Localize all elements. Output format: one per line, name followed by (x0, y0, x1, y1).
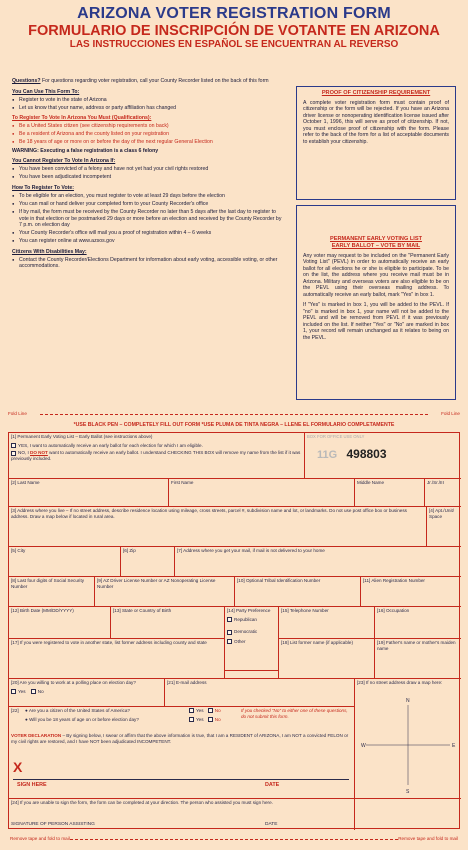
list-item: ● To be eligible for an election, you must register to vote at least 29 days before the election (12, 193, 284, 200)
assistant-signature-field[interactable]: [24] If you are unable to sign the form, the form can be completed at your direction. The person who assisted you must sign here. SIGNATURE OF PERSON ASSISTING DATE (9, 799, 355, 830)
former-address-field[interactable]: [17] If you were registered to vote in another state, list former address including county and state (9, 639, 225, 679)
compass-north: N (406, 698, 410, 704)
age-no-checkbox[interactable] (208, 717, 213, 722)
poll-worker-no-checkbox[interactable] (31, 689, 36, 694)
apt-unit-field[interactable]: [4] Apt./Unit/ Space (427, 507, 461, 547)
mailing-address-field[interactable]: [7] Address where you get your mail, if mail is not delivered to your home (175, 547, 461, 577)
pevl-yes-checkbox[interactable] (11, 443, 16, 448)
registration-form (8, 432, 460, 829)
fold-label-right: Fold Line (441, 411, 460, 416)
instructions-column (12, 78, 284, 271)
list-item: ● You have been convicted of a felony and have not yet had your civil rights restored (12, 166, 284, 173)
qualifications-heading: To Register To Vote In Arizona You Must (Qualifications): (12, 115, 152, 122)
zip-field[interactable]: [6] Zip (121, 547, 175, 577)
warning-text: WARNING: Executing a false registration is a class 6 felony (12, 147, 159, 154)
bottom-fold-left: Remove tape and fold to mail (10, 836, 70, 841)
disabilities-heading: Citizens With Disabilities May: (12, 248, 87, 255)
party-other-checkbox[interactable] (227, 639, 232, 644)
alien-registration-field[interactable]: [11] Alien Registration Number (361, 577, 461, 607)
cannot-heading: You Cannot Register To Vote In Arizona If: (12, 158, 116, 165)
citizenship-text: A complete voter registration form must contain proof of citizenship or the form will be rejected. If you have an Arizona driver license or nonoperating identification license issued after October 1, 1996, this will serve as proof of citizenship. If not, you must enclose proof of citizenship with the form. Please refer to the back of the form for a list of acceptable documents to establish your citizenship. (303, 99, 449, 145)
parent-name-field[interactable]: [19] Father's name or mother's maiden name (375, 639, 461, 679)
how-heading: How To Register To Vote: (12, 184, 74, 191)
signature-line[interactable] (13, 779, 349, 780)
fold-divider (40, 414, 428, 415)
party-spacer (225, 671, 279, 679)
citizenship-box (296, 86, 456, 200)
driver-license-field[interactable]: [9] AZ Driver License Number or AZ Nonoperating License Number (95, 577, 235, 607)
bullet-icon: ● (25, 708, 29, 713)
last-name-field[interactable]: [2] Last Name (9, 479, 169, 507)
form-title-spanish: FORMULARIO DE INSCRIPCIÓN DE VOTANTE EN ARIZONA (28, 23, 440, 39)
citizenship-declaration: [22] ● Are you a citizen of the United States of America? ● Will you be 18 years of age on or before election day? Yes No Yes No If you checked "No" to either one of these questions, do not submit this form. VOTER DECLARATION – By signing below, I swear or affirm that the above information is true, that I am a RESIDENT of ARIZONA, I am NOT a convicted FELON or my civil rights are restored, and I have NOT been adjudicated INCOMPETENT. X SIGN HERE DATE (9, 707, 355, 799)
party-preference-field: [14] Party Preference Republican Democratic Other (225, 607, 279, 671)
pevl-text-2: If "Yes" is marked in box 1, you will be added to the PEVL. If "no" is marked in box 1, your name will not be added to the PEVL and will be removed from PEVL if it was previously included on the list. If neither "Yes" or "No" are marked in box 1, your record will remain unchanged as it relates to being on the PEVL. (303, 302, 449, 341)
form-title: ARIZONA VOTER REGISTRATION FORM (77, 5, 391, 22)
former-name-field[interactable]: [18] List former name (if applicable) (279, 639, 375, 679)
signature-mark: X (13, 759, 23, 775)
list-item: ● Be a resident of Arizona and the county listed on your registration (12, 131, 284, 138)
poll-worker-yes-checkbox[interactable] (11, 689, 16, 694)
pevl-subtitle: EARLY BALLOT – VOTE BY MAIL (331, 242, 421, 249)
citizen-yes-checkbox[interactable] (189, 708, 194, 713)
pevl-text: Any voter may request to be included on the "Permanent Early Voting List" (PEVL) in order to automatically receive an early ballot for all elections he or she is eligible to participate. To be on the list, the address where you receive mail must be in Arizona. Military and overseas voters are also eligible to be on the PEVL using their overseas mailing address. To automatically receive an early ballot, mark "Yes" in box 1. (303, 252, 449, 298)
citizen-no-checkbox[interactable] (208, 708, 213, 713)
bottom-fold-right: Remove tape and fold to mail (398, 836, 458, 841)
ssn-field[interactable]: [8] Last four digits of Social Security Number (9, 577, 95, 607)
bullet-icon: ● (25, 717, 30, 722)
citizenship-title: PROOF OF CITIZENSHIP REQUIREMENT (321, 90, 431, 96)
compass-rose (358, 691, 458, 795)
party-republican-checkbox[interactable] (227, 617, 232, 622)
tribal-id-field[interactable]: [10] Optional Tribal Identification Number (235, 577, 361, 607)
fold-label-left: Fold Line (8, 411, 27, 416)
occupation-field[interactable]: [16] Occupation (375, 607, 461, 639)
pen-instructions: *USE BLACK PEN – COMPLETELY FILL OUT FORM *USE PLUMA DE TINTA NEGRA – LLENE EL FORMULARIO COMPLETAMENTE (73, 422, 395, 428)
pevl-box (296, 205, 456, 400)
compass-south: S (406, 789, 410, 795)
spanish-instructions-note: LAS INSTRUCCIONES EN ESPAÑOL SE ENCUENTRAN AL REVERSO (69, 39, 399, 50)
office-code: 11G (317, 449, 338, 462)
sign-here-label: SIGN HERE (17, 782, 47, 788)
bottom-divider (70, 839, 398, 840)
pevl-title: PERMANENT EARLY VOTING LIST (330, 236, 422, 242)
birth-date-field[interactable]: [12] Birth Date (MM/DD/YYYY) (9, 607, 111, 639)
list-item: ● Let us know that your name, address or party affiliation has changed (12, 105, 284, 112)
list-item: ● You can mail or hand deliver your completed form to your County Recorder's office (12, 201, 284, 208)
first-name-field[interactable]: First Name (169, 479, 355, 507)
citizenship-warning: If you checked "No" to either one of these questions, do not submit this form. (241, 708, 348, 719)
questions-paragraph: Questions? For questions regarding voter registration, call your County Recorder listed on the back of this form (12, 78, 269, 84)
map-field-bottom (355, 799, 461, 830)
compass-west: W (361, 743, 366, 749)
list-item: ● Your County Recorder's office will mail you a proof of registration within 4 – 6 weeks (12, 230, 284, 237)
use-heading: You Can Use This Form To: (12, 88, 80, 95)
party-democratic-checkbox[interactable] (227, 630, 232, 635)
list-item: ● Register to vote in the state of Arizona (12, 97, 284, 104)
pevl-no-checkbox[interactable] (11, 451, 16, 456)
city-field[interactable]: [5] City (9, 547, 121, 577)
middle-name-field[interactable]: Middle Name (355, 479, 425, 507)
email-field[interactable]: [21] E-mail address (165, 679, 355, 707)
pevl-field: [1] Permanent Early Voting List – Early Ballot (see instructions above) YES, I want to automatically receive an early ballot for each election for which I am eligible. NO, I DO NOT want to automatically receive an early ballot. I understand CHECKING THIS BOX will remove my name from the list if it was previously included. (9, 433, 305, 479)
list-item: ● Be a United States citizen (see citizenship requirements on back) (12, 123, 284, 130)
suffix-field[interactable]: Jr./Sr./III (425, 479, 461, 507)
poll-worker-field: [20] Are you willing to work at a polling place on election day? Yes No (9, 679, 165, 707)
map-field[interactable]: [23] If no street address draw a map here: N S E W (355, 679, 461, 799)
office-use-box: BOX FOR OFFICE USE ONLY 11G 498803 (305, 433, 461, 479)
residence-address-field[interactable]: [3] Address where you live – If no street address, describe residence location using mileage, cross streets, parcel #, subdivision name and lot, or landmarks. Do not use post office box or business address. Draw a map below if located in rural area. (9, 507, 427, 547)
list-item: ● Contact the County Recorder/Elections Department for information about early voting, accessible voting, or other accommodations. (12, 257, 284, 270)
birth-place-field[interactable]: [13] State or Country of Birth (111, 607, 225, 639)
list-item: ● You have been adjudicated incompetent (12, 174, 284, 181)
date-label: DATE (265, 782, 280, 788)
list-item: ● Be 18 years of age or more on or before the day of the next regular General Election (12, 139, 284, 146)
telephone-field[interactable]: [15] Telephone Number (279, 607, 375, 639)
age-yes-checkbox[interactable] (189, 717, 194, 722)
compass-east: E (452, 743, 456, 749)
list-item: ● You can register online at www.azsos.gov (12, 238, 284, 245)
form-number: 498803 (346, 447, 387, 462)
list-item: ● If by mail, the form must be received by the County Recorder no later than 5 days after the last day to register to vote in that election or be postmarked 29 days or more before an election and received by the County Recorder by 7 p.m. on election day (12, 209, 284, 229)
